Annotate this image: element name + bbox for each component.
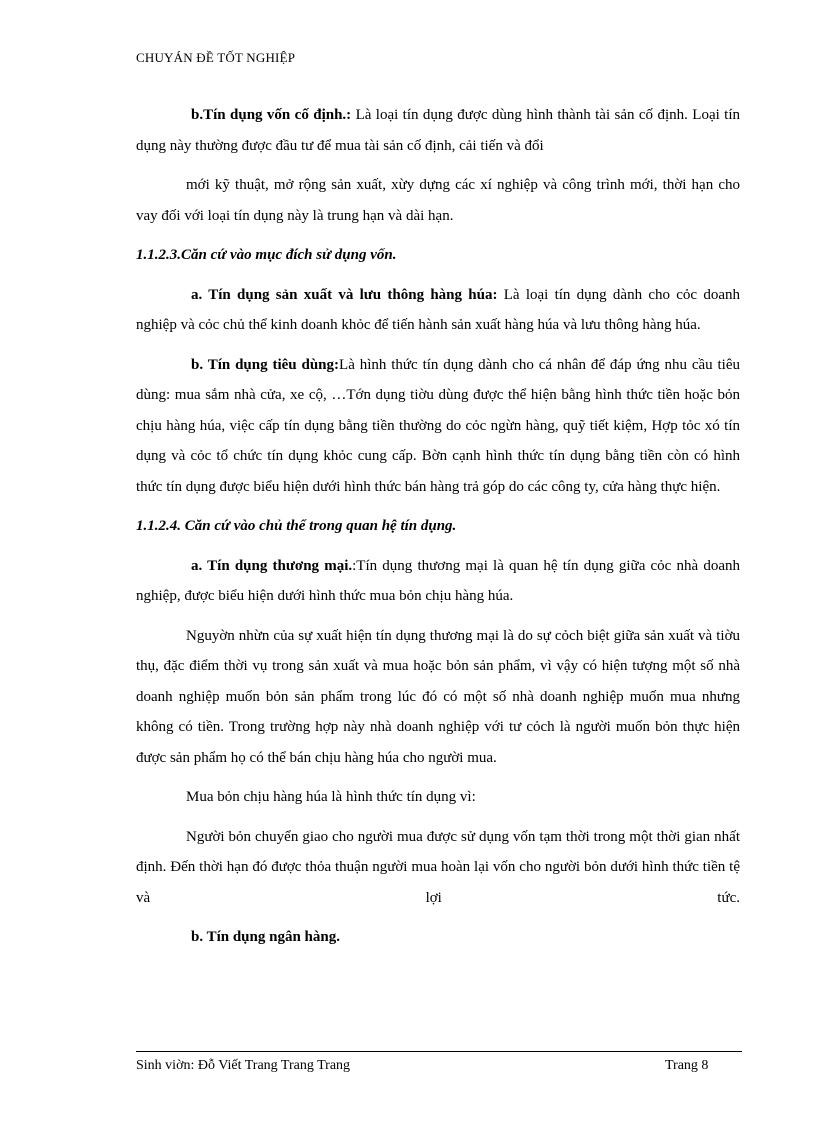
paragraph-fixed-capital-continued: mới kỹ thuật, mở rộng sản xuất, xừy dựng các xí nghiệp và công trình mới, thời hạn cho vay đối với loại tín dụng này là trung hạn và dài hạn. bbox=[136, 177, 740, 224]
paragraph-title: a. Tín dụng thương mại. bbox=[191, 557, 353, 574]
paragraph-text: :Tín dụng thương mại là quan hệ tín dụng giữa cỏc nhà doanh nghiệp, được biểu hiện dưới hình thức mua bỏn chịu hàng húa. bbox=[136, 557, 741, 604]
paragraph-title: b.Tín dụng vốn cố định.: bbox=[191, 107, 352, 123]
document-body bbox=[136, 100, 740, 962]
paragraph-consumer-credit bbox=[136, 350, 740, 503]
footer-page-number: Trang 8 bbox=[665, 1058, 709, 1073]
paragraph-credit-sale: Mua bỏn chịu hàng húa là hình thức tín dụng vì: bbox=[186, 789, 476, 805]
paragraph-seller-transfer: Người bỏn chuyển giao cho người mua được sử dụng vốn tạm thời trong một thời gian nhất định. Đến thời hạn đó được thỏa thuận người mua hoàn lại vốn cho người bỏn dưới hình thức tiền tệ và lợi tức. bbox=[136, 828, 740, 906]
page-header: CHUYÁN ĐỀ TỐT NGHIỆP bbox=[136, 50, 296, 65]
paragraph-title: b. Tín dụng tiêu dùng: bbox=[191, 356, 340, 373]
section-heading-subject: 1.1.2.4. Căn cứ vào chủ thể trong quan hệ tín dụng. bbox=[136, 518, 457, 534]
paragraph-title: a. Tín dụng sản xuất và lưu thông hàng húa: bbox=[191, 286, 498, 303]
paragraph-bank-credit-title: b. Tín dụng ngân hàng. bbox=[191, 929, 340, 945]
paragraph-text: Là hình thức tín dụng dành cho cá nhân để đáp ứng nhu cầu tiêu dùng: mua sắm nhà cửa, xe cộ, …Tớn dụng tiờu dùng được thể hiện bằng hình thức tiền hoặc bỏn chịu hàng húa, việc cấp tín dụng bằng tiền thường do cỏc ngừn hàng, quỹ tiết kiệm, Hợp tỏc xó tín dụng và cỏc tổ chức tín dụng khỏc cung cấp. Bờn cạnh hình thức tín dụng bằng tiền còn có hình thức tín dụng được biểu hiện dưới hình thức bán hàng trả góp do các công ty, cửa hàng thực hiện. bbox=[136, 356, 740, 495]
paragraph-text: Là loại tín dụng dành cho cỏc doanh nghiệp và cỏc chủ thể kinh doanh khỏc để tiến hành sản xuất hàng húa và lưu thông hàng húa. bbox=[136, 286, 741, 333]
footer-divider bbox=[136, 1051, 742, 1052]
paragraph-commercial-origin: Nguyờn nhừn của sự xuất hiện tín dụng thương mại là do sự cỏch biệt giữa sản xuất và tiờu thụ, đặc điểm thời vụ trong sản xuất và mua hoặc bỏn sản phẩm, vì vậy có hiện tượng một số nhà doanh nghiệp muốn bỏn sản phẩm trong lúc đó có một số nhà doanh nghiệp muốn mua nhưng không có tiền. Trong trường hợp này nhà doanh nghiệp với tư cỏch là người muốn bỏn thực hiện được sản phẩm họ có thể bán chịu hàng húa cho người mua. bbox=[136, 627, 740, 766]
paragraph-commercial-credit bbox=[136, 551, 740, 612]
paragraph-production-credit bbox=[136, 280, 740, 341]
paragraph-fixed-capital-credit bbox=[136, 100, 740, 161]
section-heading-purpose: 1.1.2.3.Căn cứ vào mục đích sử dụng vốn. bbox=[136, 247, 397, 263]
footer-author: Sinh viờn: Đỗ Viết Trang Trang Trang bbox=[136, 1058, 351, 1073]
paragraph-text: Là loại tín dụng được dùng hình thành tài sản cố định. Loại tín dụng này thường được đầu tư để mua tài sản cố định, cải tiến và đổi bbox=[136, 107, 740, 154]
